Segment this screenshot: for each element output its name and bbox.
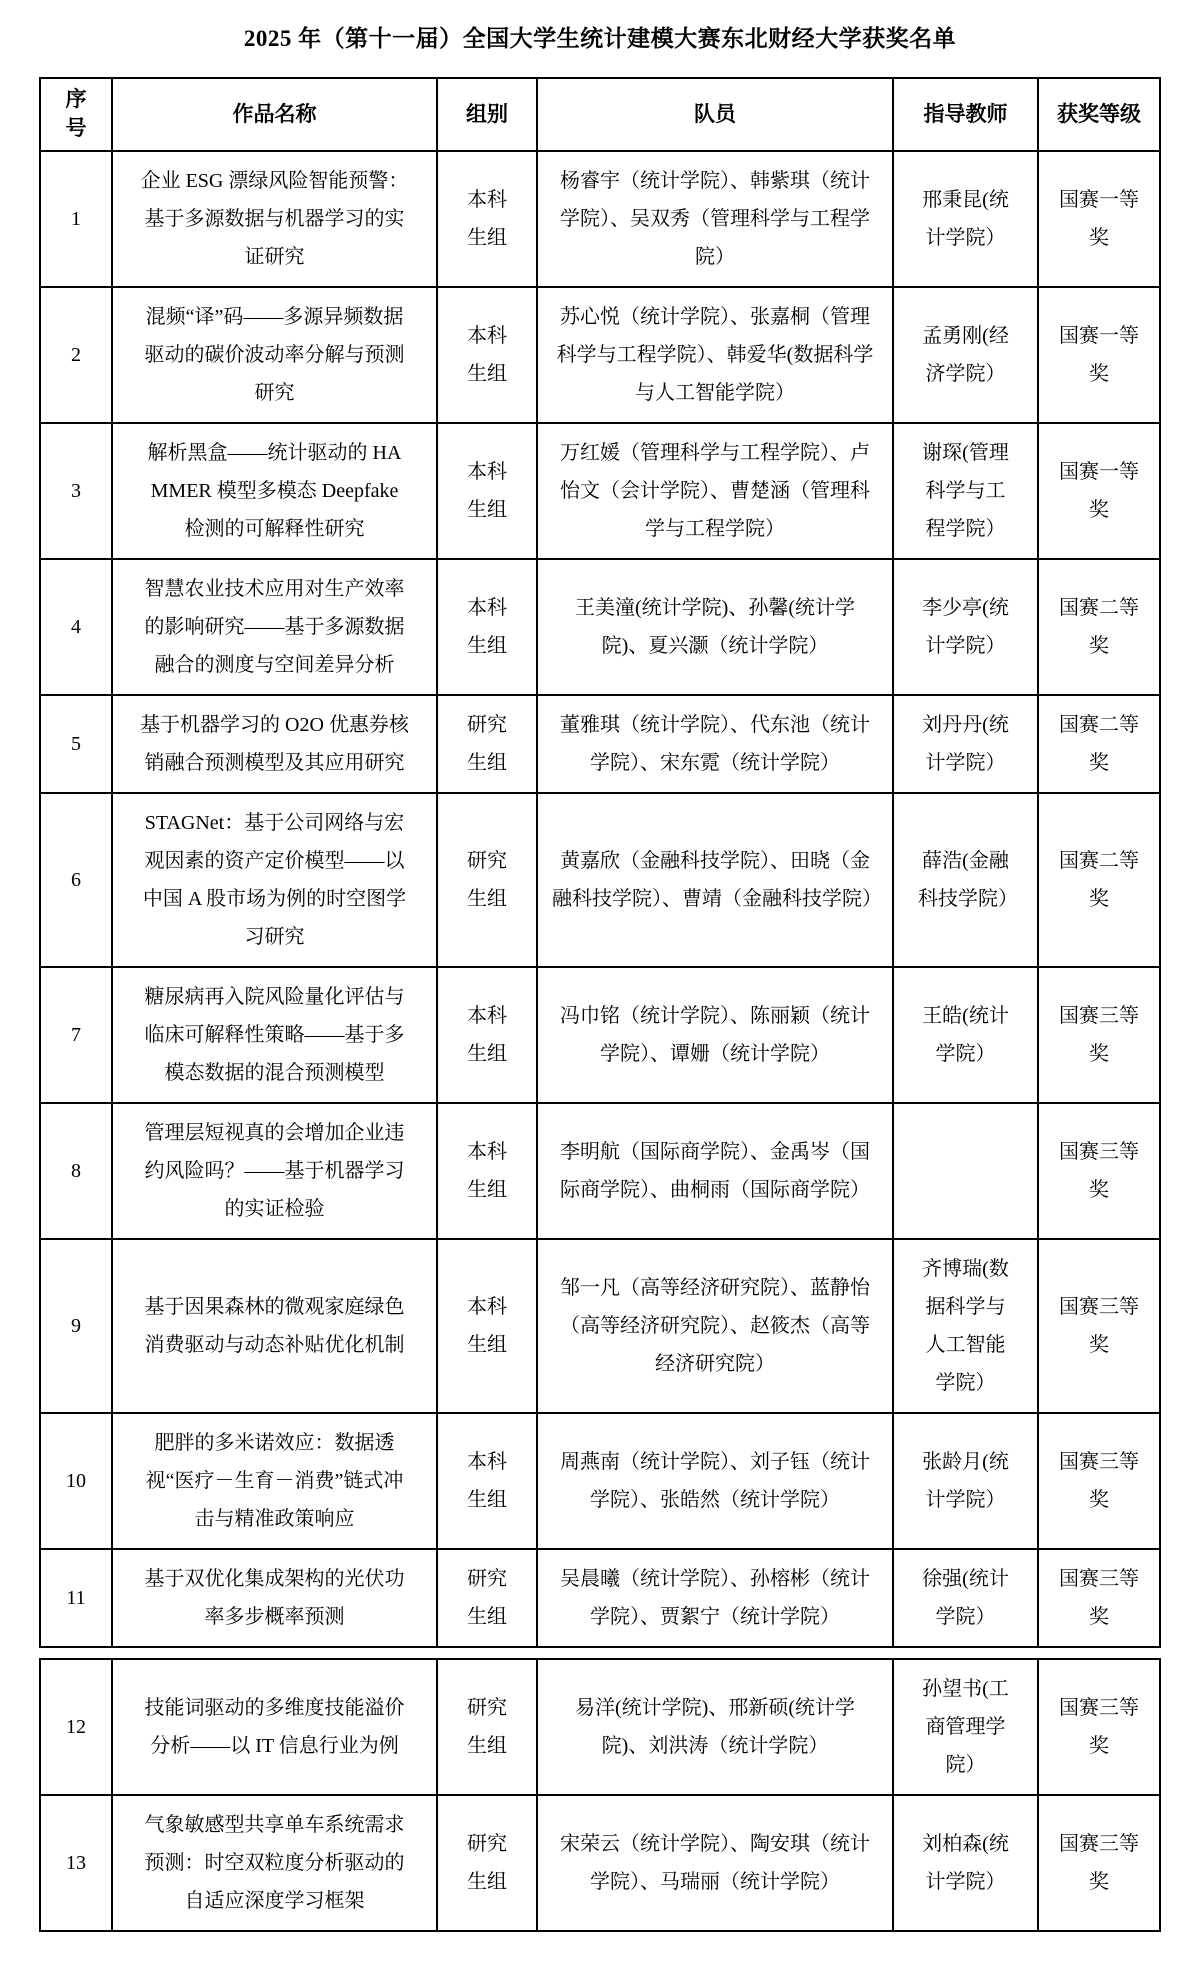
cell-group: 研究生组 (437, 1549, 537, 1647)
cell-group: 本科生组 (437, 1413, 537, 1549)
cell-work-title: 企业 ESG 漂绿风险智能预警：基于多源数据与机器学习的实证研究 (112, 151, 437, 287)
cell-group: 本科生组 (437, 423, 537, 559)
cell-serial-number: 8 (40, 1103, 112, 1239)
cell-award-level: 国赛三等奖 (1038, 1413, 1160, 1549)
cell-work-title: 基于机器学习的 O2O 优惠券核销融合预测模型及其应用研究 (112, 695, 437, 793)
table-row (40, 1659, 1160, 1795)
cell-serial-number: 2 (40, 287, 112, 423)
cell-award-level: 国赛一等奖 (1038, 151, 1160, 287)
cell-group: 本科生组 (437, 1103, 537, 1239)
award-table (39, 77, 1161, 1648)
table-row (40, 1413, 1160, 1549)
cell-serial-number: 5 (40, 695, 112, 793)
cell-serial-number: 9 (40, 1239, 112, 1413)
cell-award-level: 国赛一等奖 (1038, 423, 1160, 559)
cell-group: 本科生组 (437, 559, 537, 695)
cell-work-title: 糖尿病再入院风险量化评估与临床可解释性策略——基于多模态数据的混合预测模型 (112, 967, 437, 1103)
cell-award-level: 国赛一等奖 (1038, 287, 1160, 423)
cell-award-level: 国赛三等奖 (1038, 1239, 1160, 1413)
cell-advisor: 刘柏森(统计学院） (893, 1795, 1038, 1931)
cell-team-members: 万红媛（管理科学与工程学院）、卢怡文（会计学院）、曹楚涵（管理科学与工程学院） (537, 423, 893, 559)
table-body-page1 (40, 151, 1160, 1647)
cell-serial-number: 4 (40, 559, 112, 695)
table-row (40, 1549, 1160, 1647)
cell-advisor: 刘丹丹(统计学院） (893, 695, 1038, 793)
cell-group: 研究生组 (437, 1659, 537, 1795)
cell-group: 本科生组 (437, 1239, 537, 1413)
cell-team-members: 王美潼(统计学院)、孙馨(统计学院)、夏兴灏（统计学院） (537, 559, 893, 695)
table-row (40, 1239, 1160, 1413)
cell-team-members: 杨睿宇（统计学院）、韩紫琪（统计学院）、吴双秀（管理科学与工程学院） (537, 151, 893, 287)
cell-team-members: 邹一凡（高等经济研究院）、蓝静怡（高等经济研究院）、赵筱杰（高等经济研究院） (537, 1239, 893, 1413)
cell-team-members: 周燕南（统计学院）、刘子钰（统计学院）、张皓然（统计学院） (537, 1413, 893, 1549)
cell-award-level: 国赛二等奖 (1038, 695, 1160, 793)
cell-team-members: 黄嘉欣（金融科技学院）、田晓（金融科技学院）、曹靖（金融科技学院） (537, 793, 893, 967)
cell-group: 研究生组 (437, 695, 537, 793)
cell-advisor: 李少亭(统计学院） (893, 559, 1038, 695)
cell-work-title: STAGNet：基于公司网络与宏观因素的资产定价模型——以中国 A 股市场为例的时空图学习研究 (112, 793, 437, 967)
cell-advisor (893, 1103, 1038, 1239)
cell-group: 本科生组 (437, 151, 537, 287)
cell-serial-number: 6 (40, 793, 112, 967)
cell-work-title: 基于双优化集成架构的光伏功率多步概率预测 (112, 1549, 437, 1647)
cell-serial-number: 1 (40, 151, 112, 287)
cell-team-members: 易洋(统计学院)、邢新硕(统计学院)、刘洪涛（统计学院） (537, 1659, 893, 1795)
cell-serial-number: 11 (40, 1549, 112, 1647)
cell-serial-number: 10 (40, 1413, 112, 1549)
cell-award-level: 国赛三等奖 (1038, 1659, 1160, 1795)
table-row (40, 793, 1160, 967)
cell-award-level: 国赛二等奖 (1038, 559, 1160, 695)
cell-serial-number: 3 (40, 423, 112, 559)
table-row (40, 1103, 1160, 1239)
cell-team-members: 李明航（国际商学院）、金禹岑（国际商学院）、曲桐雨（国际商学院） (537, 1103, 893, 1239)
table-header (40, 78, 1160, 151)
cell-advisor: 孟勇刚(经济学院） (893, 287, 1038, 423)
cell-advisor: 齐博瑞(数据科学与人工智能学院） (893, 1239, 1038, 1413)
cell-serial-number: 7 (40, 967, 112, 1103)
cell-award-level: 国赛二等奖 (1038, 793, 1160, 967)
cell-work-title: 气象敏感型共享单车系统需求预测：时空双粒度分析驱动的自适应深度学习框架 (112, 1795, 437, 1931)
cell-team-members: 苏心悦（统计学院）、张嘉桐（管理科学与工程学院）、韩爱华(数据科学与人工智能学院） (537, 287, 893, 423)
cell-advisor: 薛浩(金融科技学院） (893, 793, 1038, 967)
cell-advisor: 张龄月(统计学院） (893, 1413, 1038, 1549)
cell-advisor: 徐强(统计学院） (893, 1549, 1038, 1647)
cell-serial-number: 12 (40, 1659, 112, 1795)
table-header-row (40, 78, 1160, 151)
col-header-work-title: 作品名称 (112, 78, 437, 151)
cell-work-title: 技能词驱动的多维度技能溢价分析——以 IT 信息行业为例 (112, 1659, 437, 1795)
cell-work-title: 解析黑盒——统计驱动的 HAMMER 模型多模态 Deepfake 检测的可解释性研究 (112, 423, 437, 559)
col-header-group: 组别 (437, 78, 537, 151)
table-row (40, 151, 1160, 287)
cell-group: 本科生组 (437, 287, 537, 423)
cell-work-title: 管理层短视真的会增加企业违约风险吗？——基于机器学习的实证检验 (112, 1103, 437, 1239)
cell-work-title: 肥胖的多米诺效应：数据透视“医疗－生育－消费”链式冲击与精准政策响应 (112, 1413, 437, 1549)
table-row (40, 967, 1160, 1103)
cell-team-members: 冯巾铭（统计学院）、陈丽颖（统计学院）、谭姗（统计学院） (537, 967, 893, 1103)
cell-award-level: 国赛三等奖 (1038, 1103, 1160, 1239)
table-row (40, 287, 1160, 423)
cell-team-members: 董雅琪（统计学院）、代东池（统计学院）、宋东霓（统计学院） (537, 695, 893, 793)
cell-award-level: 国赛三等奖 (1038, 1549, 1160, 1647)
award-table-continued (39, 1658, 1161, 1932)
cell-advisor: 谢琛(管理科学与工程学院） (893, 423, 1038, 559)
cell-advisor: 孙望书(工商管理学院） (893, 1659, 1038, 1795)
cell-work-title: 混频“译”码——多源异频数据驱动的碳价波动率分解与预测研究 (112, 287, 437, 423)
cell-group: 本科生组 (437, 967, 537, 1103)
col-header-team-members: 队员 (537, 78, 893, 151)
table-row (40, 695, 1160, 793)
cell-award-level: 国赛三等奖 (1038, 1795, 1160, 1931)
cell-work-title: 基于因果森林的微观家庭绿色消费驱动与动态补贴优化机制 (112, 1239, 437, 1413)
cell-group: 研究生组 (437, 1795, 537, 1931)
page-title: 2025 年（第十一届）全国大学生统计建模大赛东北财经大学获奖名单 (243, 26, 957, 51)
table-row (40, 559, 1160, 695)
cell-award-level: 国赛三等奖 (1038, 967, 1160, 1103)
table-row (40, 423, 1160, 559)
col-header-award-level: 获奖等级 (1038, 78, 1160, 151)
table-row (40, 1795, 1160, 1931)
cell-advisor: 王皓(统计学院） (893, 967, 1038, 1103)
cell-serial-number: 13 (40, 1795, 112, 1931)
cell-advisor: 邢秉昆(统计学院） (893, 151, 1038, 287)
cell-work-title: 智慧农业技术应用对生产效率的影响研究——基于多源数据融合的测度与空间差异分析 (112, 559, 437, 695)
table-body-page2 (40, 1659, 1160, 1931)
cell-team-members: 宋荣云（统计学院）、陶安琪（统计学院）、马瑞丽（统计学院） (537, 1795, 893, 1931)
col-header-advisor: 指导教师 (893, 78, 1038, 151)
col-header-serial-number: 序号 (40, 78, 112, 151)
cell-group: 研究生组 (437, 793, 537, 967)
cell-team-members: 吴晨曦（统计学院）、孙榕彬（统计学院）、贾絮宁（统计学院） (537, 1549, 893, 1647)
